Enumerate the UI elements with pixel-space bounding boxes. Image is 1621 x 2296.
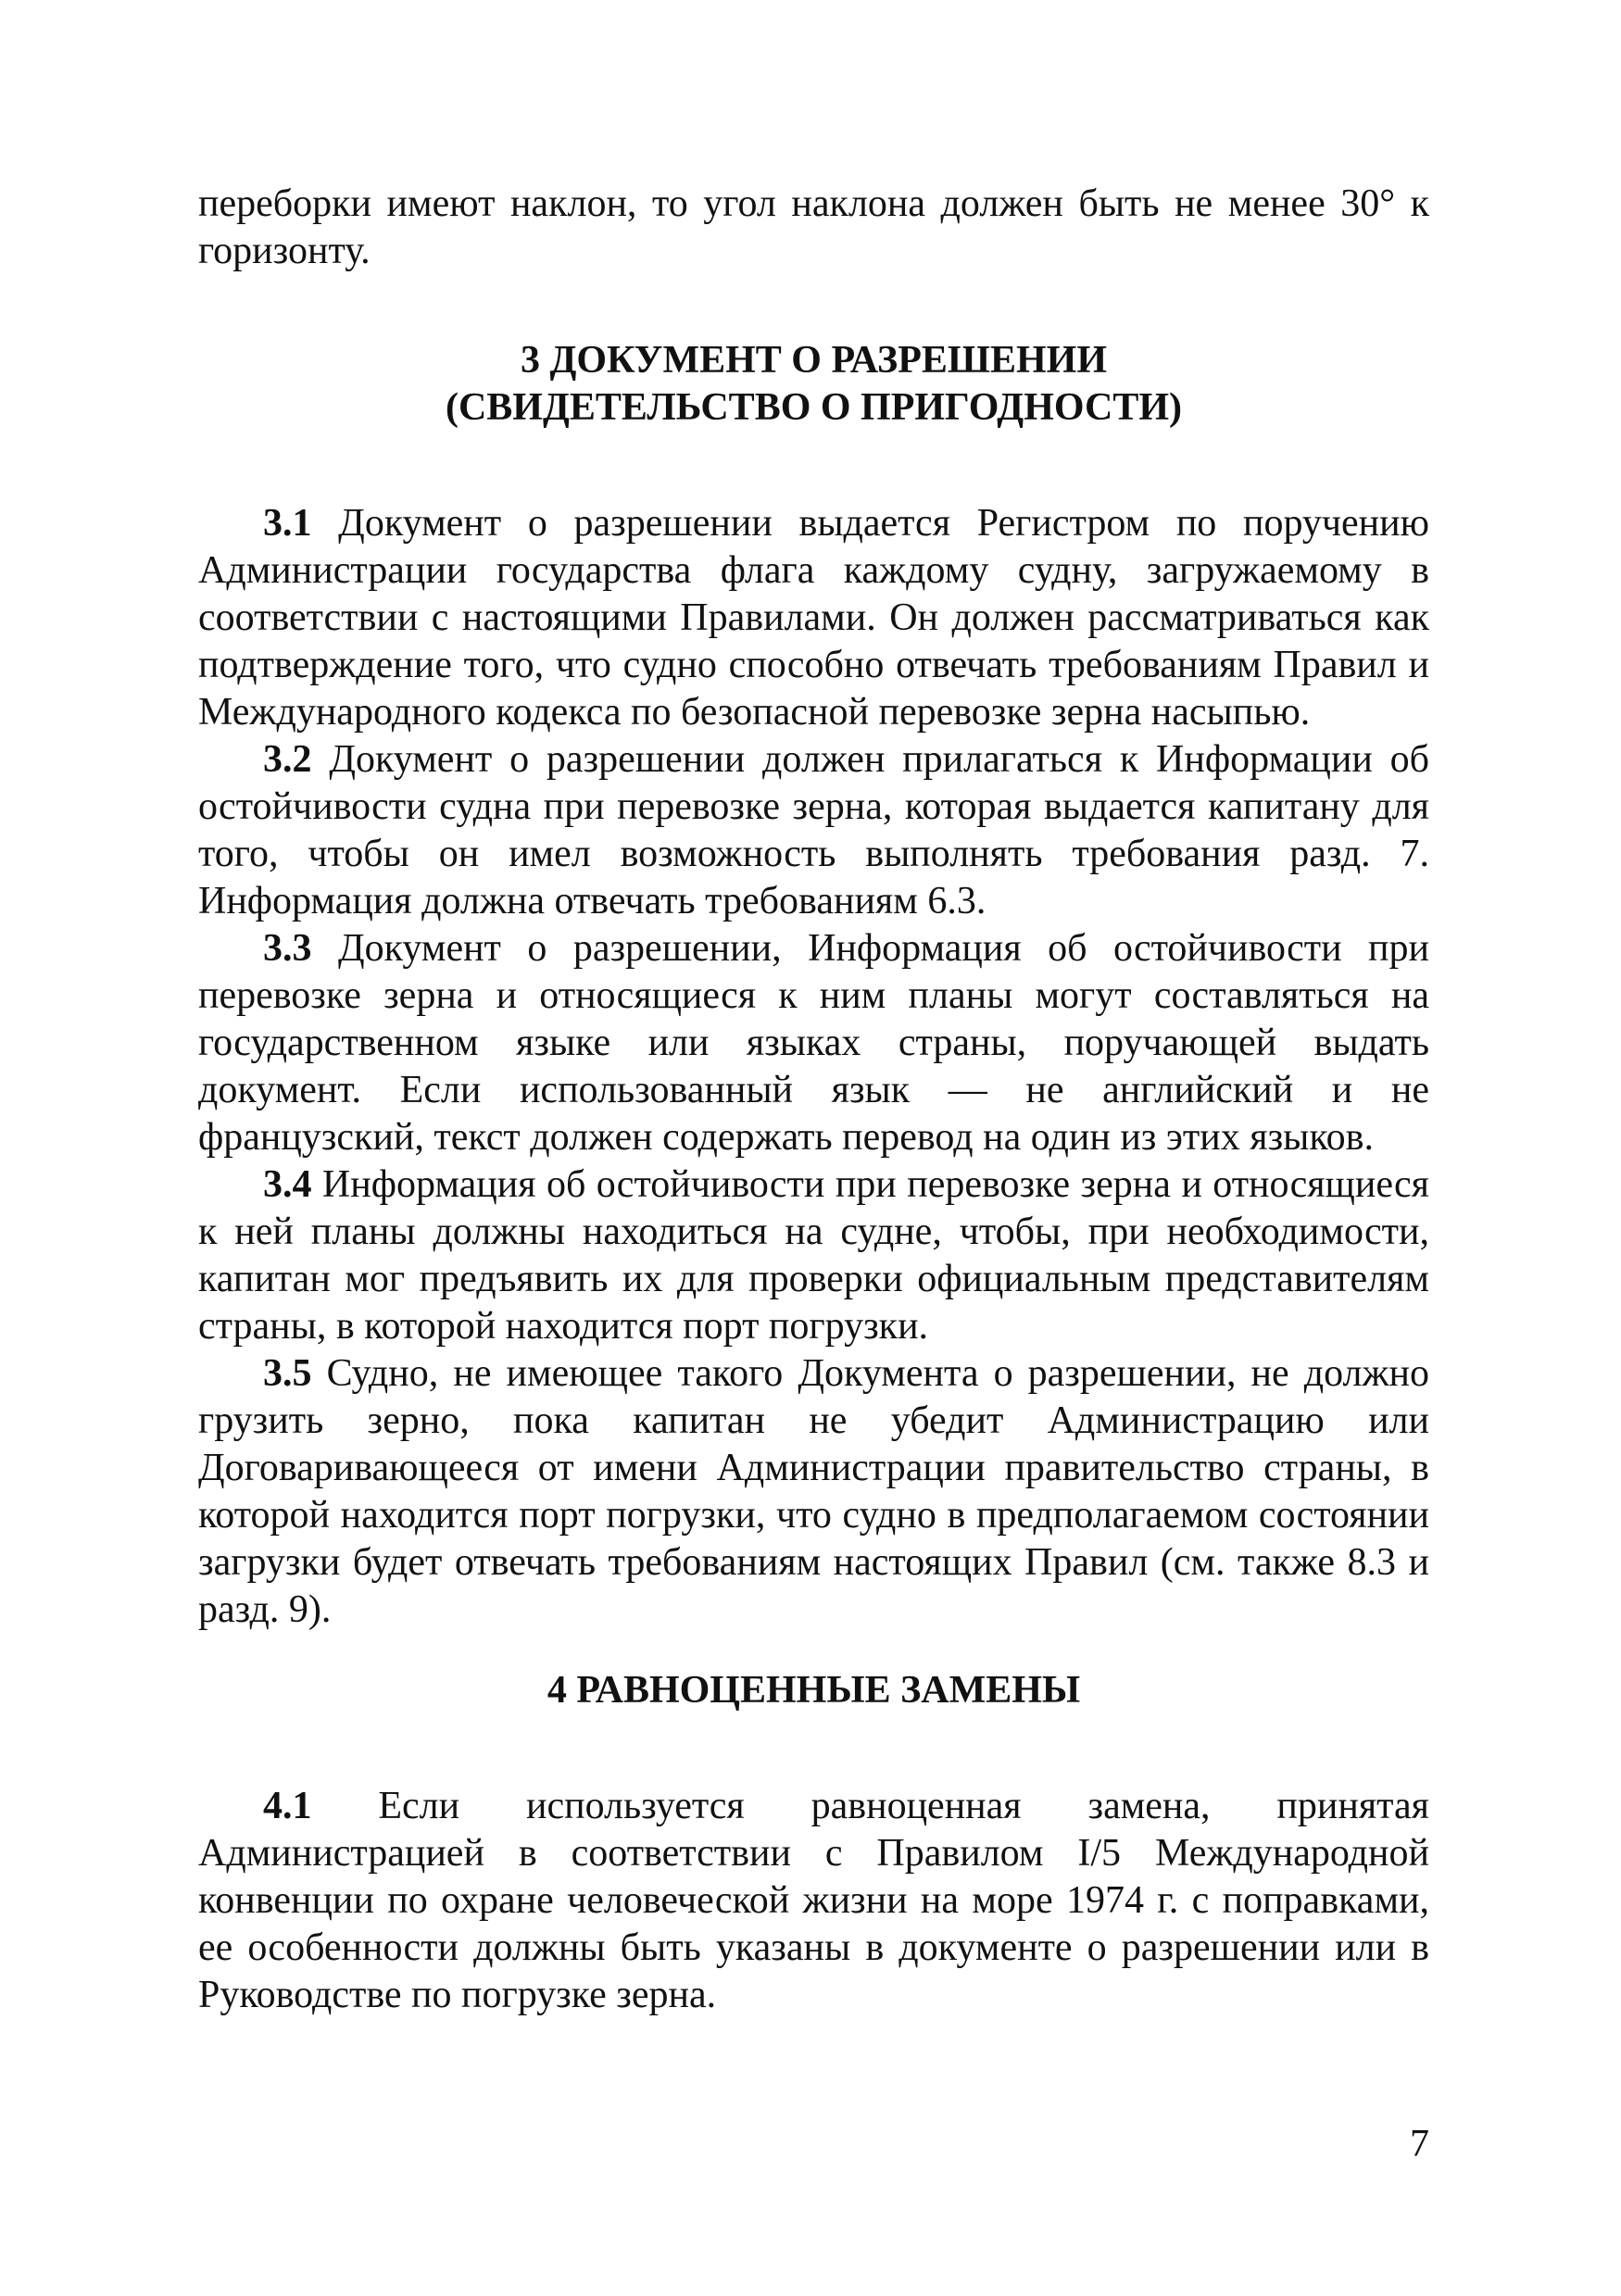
paragraph-number: 3.2 [263, 738, 312, 781]
paragraph-3-4 [198, 1161, 1429, 1350]
paragraph-text: Документ о разрешении должен прилагаться к Информации об остойчивости судна при перевозке зерна, которая выдается капитану для того, чтобы он имел возможность выполнять требования разд. 7. Информация должна отвечать требованиям 6.3. [198, 738, 1429, 922]
paragraph-number: 3.1 [263, 502, 312, 545]
paragraph-3-2 [198, 736, 1429, 925]
paragraph-3-1 [198, 500, 1429, 736]
intro-continuation [198, 181, 1429, 275]
section-3-body [198, 500, 1429, 1634]
paragraph-3-5 [198, 1350, 1429, 1634]
section-3-title-line-2: (СВИДЕТЕЛЬСТВО О ПРИГОДНОСТИ) [445, 386, 1183, 429]
paragraph-number: 4.1 [263, 1785, 312, 1827]
paragraph-number: 3.3 [263, 927, 312, 970]
paragraph-text: Документ о разрешении выдается Регистром по поручению Администрации государства флага каждому судну, загружаемому в соответствии с настоящими Правилами. Он должен рассматриваться как подтверждение того, что судно способно отвечать требованиям Правил и Международного кодекса по безопасной перевозке зерна насыпью. [198, 502, 1429, 734]
section-3-title-line-1: 3 ДОКУМЕНТ О РАЗРЕШЕНИИ [520, 339, 1108, 382]
paragraph-4-1 [198, 1783, 1429, 2019]
paragraph-3-3 [198, 925, 1429, 1161]
paragraph-number: 3.5 [263, 1352, 312, 1395]
paragraph-text: Документ о разрешении, Информация об остойчивости при перевозке зерна и относящиеся к ним планы могут составляться на государственном языке или языках страны, поручающей выдать документ. Если использованный язык — не английский и не французский, текст должен содержать перевод на один из этих языков. [198, 927, 1429, 1159]
paragraph-text: Информация об остойчивости при перевозке зерна и относящиеся к ней планы должны находиться на судне, чтобы, при необходимости, капитан мог предъявить их для проверки официальным представителям страны, в которой находится порт погрузки. [198, 1163, 1429, 1348]
paragraph-number: 3.4 [263, 1163, 312, 1206]
section-4-title: 4 РАВНОЦЕННЫЕ ЗАМЕНЫ [547, 1669, 1081, 1712]
section-4-body [198, 1783, 1429, 2019]
page-number: 7 [1410, 2123, 1429, 2165]
paragraph-text: Судно, не имеющее такого Документа о разрешении, не должно грузить зерно, пока капитан не убедит Администрацию или Договаривающееся от имени Администрации правительство страны, в которой находится порт погрузки, что судно в предполагаемом состоянии загрузки будет отвечать требованиям настоящих Правил (см. также 8.3 и разд. 9). [198, 1352, 1429, 1631]
paragraph-text: Если используется равноценная замена, принятая Администрацией в соответствии с Правилом I/5 Международной конвенции по охране человеческой жизни на море 1974 г. с поправками, ее особенности должны быть указаны в документе о разрешении или в Руководстве по погрузке зерна. [198, 1785, 1429, 2016]
intro-paragraph: переборки имеют наклон, то угол наклона должен быть не менее 30° к горизонту. [198, 182, 1429, 272]
